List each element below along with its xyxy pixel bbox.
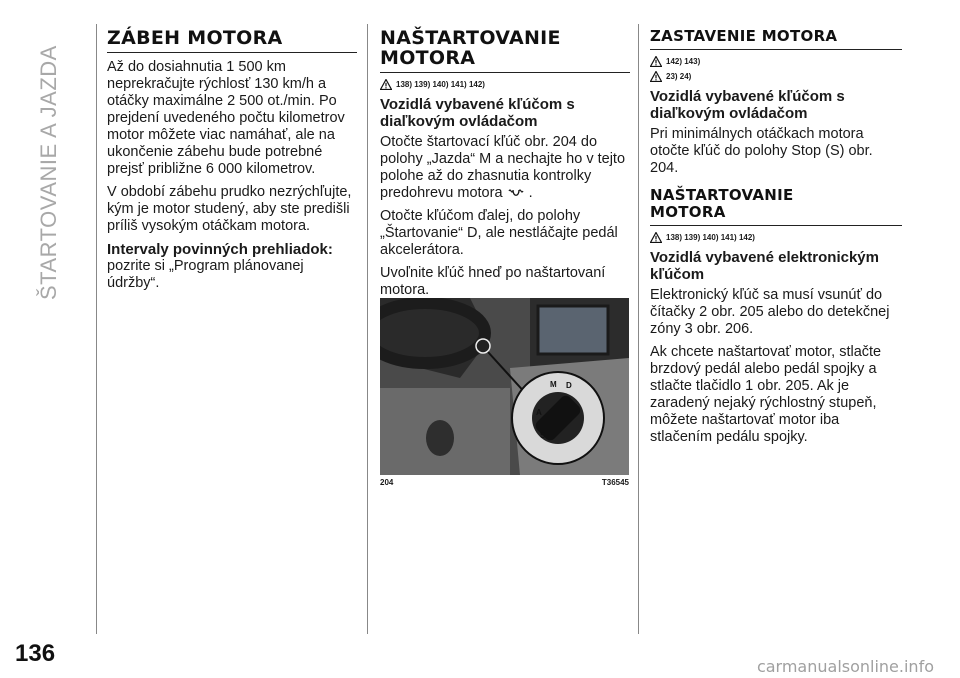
- paragraph: [380, 134, 630, 202]
- footer-watermark: carmanualsonline.info: [756, 657, 934, 676]
- paragraph: Elektronický kľúč sa musí vsunúť do čítačky 2 obr. 205 alebo do detekčnej zóny 3 obr. 206.: [650, 287, 890, 337]
- figure-code: T36545: [601, 478, 629, 487]
- side-section-title: ŠTARTOVANIE A JAZDA: [36, 45, 61, 300]
- subheading: Vozidlá vybavené elektronickým kľúčom: [650, 249, 879, 283]
- heading-rule: [650, 49, 902, 50]
- figure-label-a: A: [536, 408, 542, 417]
- page-number: 136: [15, 640, 56, 667]
- column-divider: [367, 24, 368, 634]
- heading-rule: [107, 52, 357, 53]
- subheading: Intervaly povinných prehliadok:: [107, 241, 333, 258]
- warning-references: [650, 71, 902, 82]
- paragraph: Až do dosiahnutia 1 500 km neprekračujte rýchlosť 130 km/h a otáčky maximálne 2 500 ot./min. Po prejdení uvedeného počtu kilometrov motor môžete viac namáhať, ale na ukončenie zábehu bude potrebné prejsť približne 6 000 kilometrov.: [107, 59, 345, 177]
- section-heading-start-engine: NAŠTARTOVANIE MOTORA: [380, 27, 561, 69]
- heading-rule: [650, 225, 902, 226]
- column-1: [107, 28, 357, 298]
- figure-ignition-key: [380, 298, 629, 475]
- warning-ref-text: 142) 143): [666, 57, 701, 66]
- figure-label-d: D: [566, 381, 572, 390]
- warning-ref-text: 138) 139) 140) 141) 142): [396, 80, 485, 89]
- glow-plug-icon: [507, 187, 525, 199]
- warning-references: [650, 232, 902, 243]
- column-2: [380, 28, 630, 305]
- warning-references: [380, 79, 630, 90]
- paragraph: Pri minimálnych otáčkach motora otočte kľúč do polohy Stop (S) obr. 204.: [650, 126, 873, 176]
- section-heading-break-in: ZÁBEH MOTORA: [107, 27, 283, 49]
- figure-caption: [380, 476, 629, 491]
- paragraph-text: .: [528, 185, 533, 201]
- warning-references: [650, 56, 902, 67]
- warning-ref-text: 138) 139) 140) 141) 142): [666, 233, 755, 242]
- figure-label-s: S: [540, 431, 546, 440]
- column-divider: [96, 24, 97, 634]
- figure-label-m: M: [550, 380, 557, 389]
- ignition-photo: [380, 298, 629, 475]
- warning-icon: [650, 232, 662, 243]
- heading-rule: [380, 72, 630, 73]
- paragraph: Uvoľnite kľúč hneď po naštartovaní motora.: [380, 265, 606, 298]
- figure-number: 204: [380, 478, 394, 487]
- column-divider: [638, 24, 639, 634]
- paragraph: pozrite si „Program plánovanej údržby“.: [107, 258, 304, 291]
- warning-icon: [650, 56, 662, 67]
- paragraph: V období zábehu prudko nezrýchľujte, kým je motor studený, aby ste predišli príliš vysokým otáčkam motora.: [107, 184, 352, 234]
- paragraph: Otočte kľúčom ďalej, do polohy „Štartovanie“ D, ale nestláčajte pedál akcelerátora.: [380, 208, 618, 258]
- warning-ref-text: 23) 24): [666, 72, 692, 81]
- subheading: Vozidlá vybavené kľúčom s diaľkovým ovládačom: [650, 88, 845, 122]
- subheading: Vozidlá vybavené kľúčom s diaľkovým ovládačom: [380, 96, 575, 130]
- paragraph-text: Otočte štartovací kľúč obr. 204 do polohy „Jazda“ M a nechajte ho v tejto polohe až do zhasnutia kontrolky predohrevu motora: [380, 134, 626, 201]
- warning-icon: [650, 71, 662, 82]
- paragraph: Ak chcete naštartovať motor, stlačte brzdový pedál alebo pedál spojky a stlačte tlačidlo 1 obr. 205. Ak je zaradený nejaký rýchlostný stupeň, môžete naštartovať motor iba stlačením pedálu spojky.: [650, 344, 882, 445]
- warning-icon: [380, 79, 392, 90]
- section-heading-stop-engine: ZASTAVENIE MOTORA: [650, 27, 838, 45]
- section-heading-start-engine-2: NAŠTARTOVANIE MOTORA: [650, 186, 794, 221]
- column-3: [650, 28, 902, 452]
